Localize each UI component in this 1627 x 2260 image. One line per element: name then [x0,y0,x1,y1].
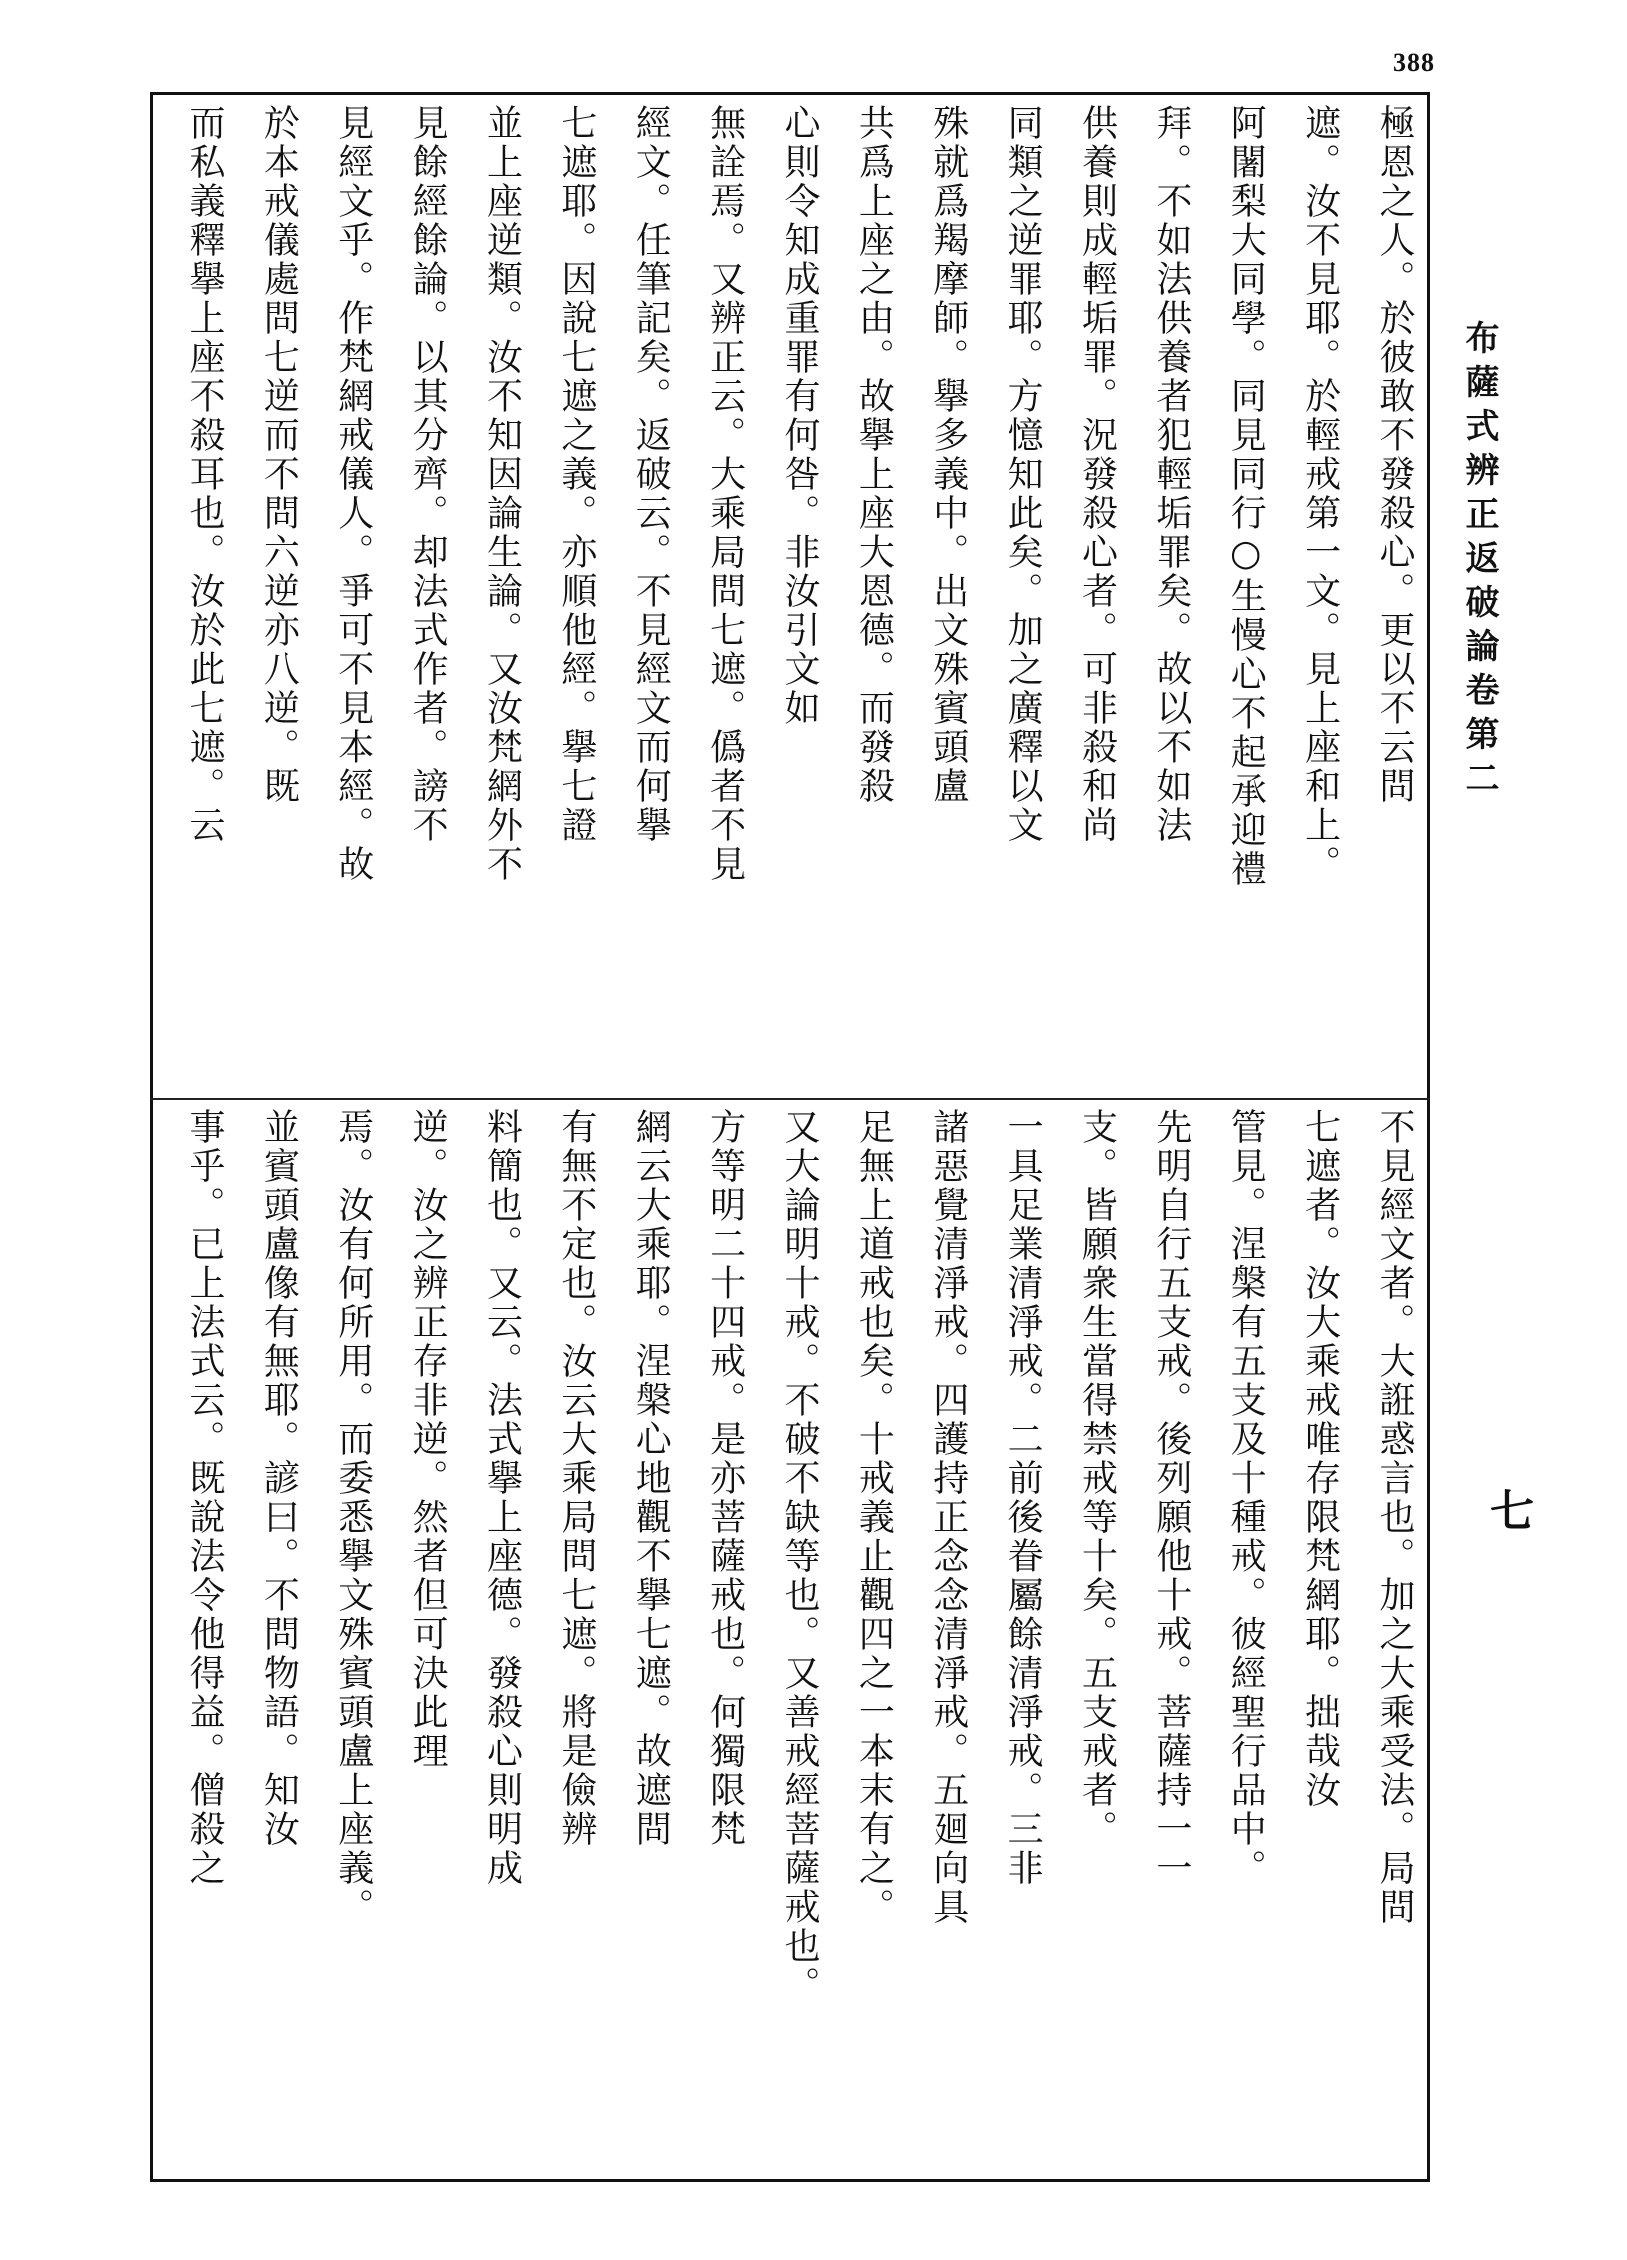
text-column: 料簡也。又云。法式擧上座德。發殺心則明成 [481,1108,523,1888]
text-column: 而私義釋擧上座不殺耳也。汝於此七遮。云 [184,104,225,845]
text-column: 阿闍梨大同學。同見同行○生慢心不起承迎禮 [1225,104,1267,889]
text-column: 遮。汝不見耶。於輕戒第一文。見上座和上。 [1299,104,1341,884]
text-column: 足無上道戒也矣。十戒義止觀四之一本末有之。 [853,1108,895,1927]
text-column: 同類之逆罪耶。方憶知此矣。加之廣釋以文 [1002,104,1044,845]
text-column: 又大論明十戒。不破不缺等也。又善戒經菩薩戒也。 [779,1108,820,2005]
page-number: 388 [1393,48,1435,77]
text-column: 七遮者。汝大乘戒唯存限梵網耶。拙哉汝 [1299,1108,1341,1810]
text-column: 先明自行五支戒。後列願他十戒。菩薩持一一 [1150,1108,1192,1888]
sheet-marker: 七 [1490,1486,1534,1537]
text-column: 殊就爲羯摩師。擧多義中。出文殊賓頭盧 [927,104,969,806]
text-column: 支。皆願衆生當得禁戒等十矣。五支戒者。 [1076,1108,1118,1849]
text-column: 有無不定也。汝云大乘局問七遮。將是儉辨 [555,1108,597,1849]
text-column: 見餘經餘論。以其分齊。却法式作者。謗不 [407,104,449,845]
text-column: 心則令知成重罪有何咎。非汝引文如 [779,104,820,728]
text-column: 並賓頭盧像有無耶。諺曰。不問物語。知汝 [258,1108,300,1849]
text-column: 方等明二十四戒。是亦菩薩戒也。何獨限梵 [704,1108,746,1849]
text-column: 並上座逆類。汝不知因論生論。又汝梵網外不 [481,104,523,884]
text-column: 共爲上座之由。故擧上座大恩德。而發殺 [853,104,895,806]
text-column: 供養則成輕垢罪。況發殺心者。可非殺和尚 [1076,104,1118,845]
text-column: 管見。涅槃有五支及十種戒。彼經聖行品中。 [1225,1108,1267,1888]
text-column: 經文。任筆記矣。返破云。不見經文而何擧 [630,104,672,845]
text-column: 拜。不如法供養者犯輕垢罪矣。故以不如法 [1150,104,1192,845]
text-column: 極恩之人。於彼敢不發殺心。更以不云問 [1374,104,1415,806]
top-text-band [165,104,1415,1088]
text-column: 無詮焉。又辨正云。大乘局問七遮。僞者不見 [704,104,746,884]
text-column: 一具足業清淨戒。二前後眷屬餘清淨戒。三非 [1002,1108,1044,1888]
text-column: 網云大乘耶。涅槃心地觀不擧七遮。故遮問 [630,1108,672,1849]
text-column: 焉。汝有何所用。而委悉擧文殊賓頭盧上座義。 [332,1108,374,1927]
running-header: 布薩式辨正返破論卷第二 [1459,320,1499,804]
text-column: 不見經文者。大誑惑言也。加之大乘受法。局問 [1374,1108,1415,1927]
text-column: 諸惡覺清淨戒。四護持正念念清淨戒。五廻向具 [927,1108,969,1927]
band-divider [150,1098,1430,1100]
text-column: 見經文乎。作梵網戒儀人。爭可不見本經。故 [332,104,374,884]
text-column: 事乎。已上法式云。既說法令他得益。僧殺之 [184,1108,225,1888]
text-column: 七遮耶。因說七遮之義。亦順他經。擧七證 [555,104,597,845]
text-column: 逆。汝之辨正存非逆。然者但可決此理 [407,1108,449,1771]
bottom-text-band [165,1108,1415,2172]
text-column: 於本戒儀處問七逆而不問六逆亦八逆。既 [258,104,300,806]
